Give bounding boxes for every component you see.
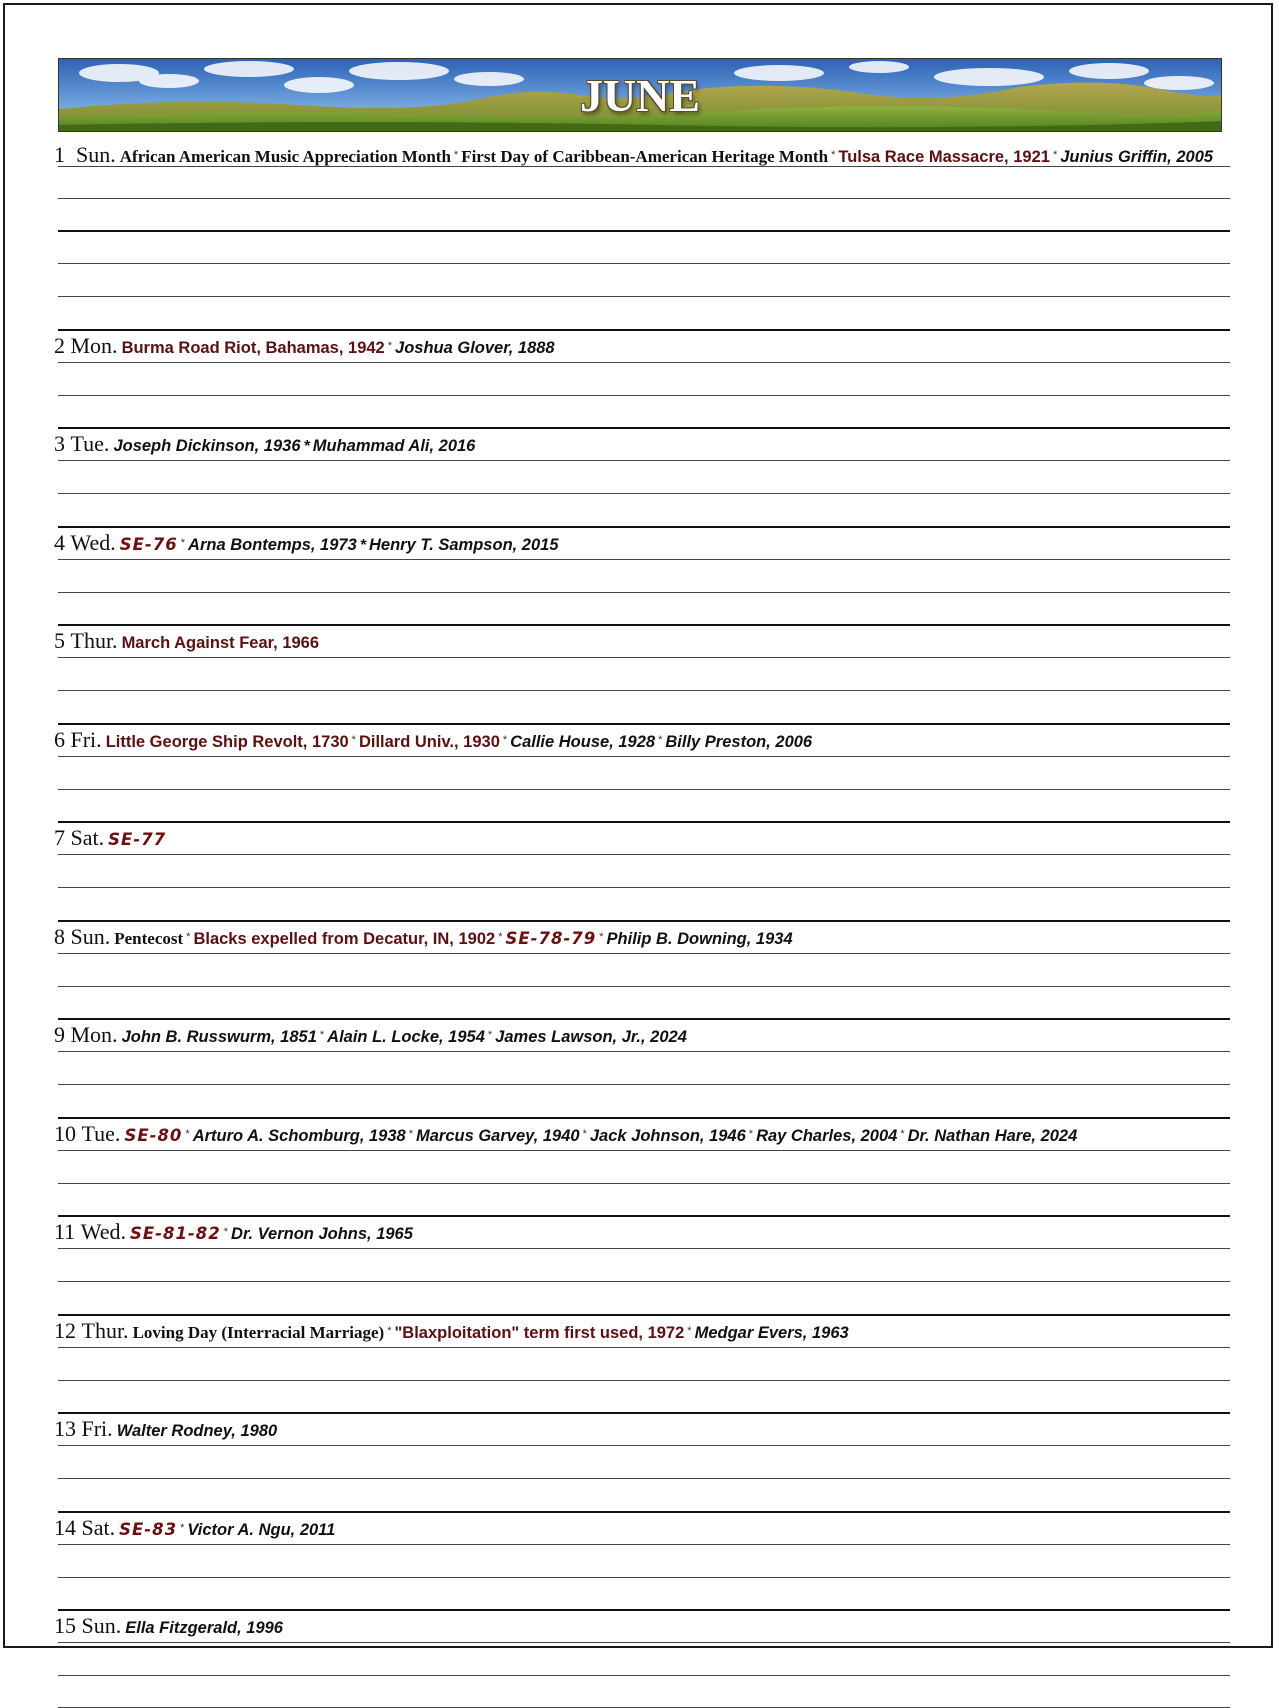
day-entry — [54, 1121, 1234, 1149]
separator-asterisk: * — [180, 536, 186, 549]
se-reference: SE-81-82 — [129, 1224, 221, 1243]
historical-event: Pentecost — [114, 928, 184, 948]
se-reference: SE-76 — [119, 534, 178, 554]
day-of-week: Thur. — [70, 628, 118, 653]
separator-asterisk: * — [351, 733, 356, 746]
day-divider-line — [58, 821, 1230, 823]
day-divider-line — [58, 329, 1230, 331]
writing-line — [58, 1347, 1230, 1348]
writing-line — [58, 460, 1230, 461]
day-entry — [54, 530, 1234, 558]
writing-line — [58, 986, 1230, 987]
separator-asterisk: * — [319, 1029, 325, 1041]
day-of-week: Thur. — [81, 1317, 129, 1343]
day-number: 8 — [54, 923, 65, 949]
day-entry — [54, 333, 1234, 361]
person-event: Ella Fitzgerald, 1996 — [125, 1619, 283, 1637]
day-label — [54, 142, 116, 167]
writing-line — [58, 1642, 1230, 1643]
separator-asterisk: * — [831, 149, 836, 161]
day-of-week: Wed. — [70, 529, 116, 555]
writing-line — [58, 1248, 1230, 1249]
day-entry — [54, 1022, 1234, 1050]
writing-line — [58, 395, 1230, 396]
day-divider-line — [58, 1314, 1230, 1316]
day-number: 13 — [54, 1416, 76, 1441]
day-number: 15 — [54, 1613, 76, 1638]
day-of-week: Sat. — [81, 1514, 116, 1540]
writing-line — [58, 1445, 1230, 1446]
se-reference: SE-78-79 — [505, 928, 597, 948]
person-event: Arturo A. Schomburg, 1938 — [192, 1126, 406, 1145]
day-label — [54, 1022, 118, 1047]
person-event: Marcus Garvey, 1940 — [415, 1126, 580, 1145]
historical-event: Blacks expelled from Decatur, IN, 1902 — [193, 929, 496, 948]
writing-line — [58, 263, 1230, 264]
person-event: Billy Preston, 2006 — [665, 732, 813, 751]
separator-asterisk: * — [1052, 149, 1058, 161]
writing-line — [58, 657, 1230, 658]
person-event: John B. Russwurm, 1851 — [121, 1028, 317, 1046]
person-event: Dr. Vernon Johns, 1965 — [231, 1225, 413, 1243]
person-event: Philip B. Downing, 1934 — [606, 929, 793, 948]
separator-asterisk: * — [387, 339, 393, 352]
day-entry — [54, 1318, 1234, 1346]
historical-event: Loving Day (Interracial Marriage) — [132, 1322, 385, 1342]
day-entry — [54, 138, 1230, 174]
day-label — [54, 1613, 121, 1638]
day-entry — [54, 1515, 1234, 1543]
day-of-week: Sun. — [70, 923, 111, 949]
day-label — [54, 1121, 120, 1146]
day-number: 11 — [54, 1219, 76, 1244]
day-entry — [54, 1219, 1234, 1247]
writing-line — [58, 493, 1230, 494]
day-divider-line — [58, 624, 1230, 626]
separator-asterisk: * — [582, 1127, 587, 1140]
writing-line — [58, 198, 1230, 199]
day-entry — [54, 825, 1234, 853]
separator-asterisk: * — [223, 1226, 229, 1238]
historical-event: Dillard Univ., 1930 — [358, 732, 500, 751]
separator-asterisk: * — [453, 149, 459, 161]
writing-line — [58, 789, 1230, 790]
day-label — [54, 1416, 113, 1441]
day-of-week: Wed. — [80, 1219, 126, 1244]
day-divider-line — [58, 1117, 1230, 1119]
person-event: Joseph Dickinson, 1936 — [113, 437, 301, 455]
se-reference: SE-77 — [108, 830, 167, 849]
writing-line — [58, 1577, 1230, 1578]
separator-asterisk: * — [658, 733, 663, 746]
writing-line — [58, 1675, 1230, 1676]
writing-line — [58, 953, 1230, 954]
day-entry — [54, 727, 1234, 755]
writing-line — [58, 559, 1230, 560]
day-divider-line — [58, 1412, 1230, 1414]
person-event: Junius Griffin, 2005 — [1060, 148, 1214, 166]
separator-asterisk: * — [687, 1324, 692, 1337]
day-label — [54, 1318, 129, 1343]
writing-line — [58, 854, 1230, 855]
writing-line — [58, 887, 1230, 888]
day-label — [54, 727, 102, 752]
day-of-week: Fri. — [70, 726, 102, 752]
person-event: Walter Rodney, 1980 — [116, 1422, 278, 1440]
writing-line — [58, 1281, 1230, 1282]
month-banner — [58, 58, 1222, 132]
writing-line — [58, 592, 1230, 593]
person-event: Ray Charles, 2004 — [756, 1126, 898, 1145]
separator-asterisk: * — [487, 1029, 493, 1041]
day-divider-line — [58, 427, 1230, 429]
day-divider-line — [58, 1609, 1230, 1611]
day-of-week: Sun. — [81, 1613, 122, 1638]
day-number: 12 — [54, 1317, 76, 1343]
day-of-week: Mon. — [70, 332, 118, 358]
person-event: Joshua Glover, 1888 — [395, 338, 555, 357]
day-label — [54, 924, 110, 949]
day-number: 6 — [54, 726, 65, 752]
separator-asterisk: * — [387, 1324, 392, 1337]
historical-event: Tulsa Race Massacre, 1921 — [838, 148, 1050, 166]
day-number: 4 — [54, 529, 65, 555]
day-label — [54, 1515, 115, 1540]
day-entry — [54, 924, 1234, 952]
day-label — [54, 333, 118, 358]
separator-asterisk: * — [900, 1127, 905, 1140]
writing-line — [58, 1478, 1230, 1479]
day-of-week: Mon. — [70, 1022, 118, 1047]
historical-event: Little George Ship Revolt, 1730 — [105, 732, 349, 751]
day-of-week: Fri. — [81, 1416, 113, 1441]
day-of-week: Tue. — [70, 431, 110, 456]
day-number: 2 — [54, 332, 65, 358]
day-divider-line — [58, 920, 1230, 922]
day-divider-line — [58, 1511, 1230, 1513]
historical-event: African American Music Appreciation Month — [119, 147, 451, 166]
historical-event: First Day of Caribbean-American Heritage Month — [461, 147, 829, 166]
se-reference: SE-83 — [119, 1519, 178, 1539]
day-of-week: Sat. — [70, 825, 105, 850]
day-label — [54, 628, 118, 653]
day-entry — [54, 1613, 1234, 1641]
day-label — [54, 530, 116, 555]
separator-asterisk: * — [408, 1127, 413, 1140]
day-label — [54, 1219, 126, 1244]
day-of-week: Tue. — [81, 1120, 121, 1146]
historical-event: "Blaxploitation" term first used, 1972 — [394, 1323, 685, 1342]
day-label — [54, 431, 109, 456]
day-divider-line — [58, 230, 1230, 232]
day-number: 1 — [54, 142, 65, 167]
writing-line — [58, 1051, 1230, 1052]
separator-asterisk: * — [498, 930, 503, 943]
person-event: James Lawson, Jr., 2024 — [495, 1028, 687, 1046]
day-label — [54, 825, 104, 850]
day-number: 5 — [54, 628, 65, 653]
se-reference: SE-80 — [124, 1125, 183, 1145]
person-event: Alain L. Locke, 1954 — [327, 1028, 485, 1046]
writing-line — [58, 1150, 1230, 1151]
day-entry — [54, 1416, 1234, 1444]
writing-line — [58, 1183, 1230, 1184]
separator-asterisk: * — [303, 438, 310, 455]
separator-asterisk: * — [186, 930, 191, 943]
day-entry — [54, 431, 1234, 459]
day-number: 3 — [54, 431, 65, 456]
writing-line — [58, 1544, 1230, 1545]
day-entry — [54, 628, 1234, 656]
writing-line — [58, 756, 1230, 757]
writing-line — [58, 362, 1230, 363]
day-number: 9 — [54, 1022, 65, 1047]
separator-asterisk: * — [748, 1127, 754, 1140]
writing-line — [58, 296, 1230, 297]
person-event: Medgar Evers, 1963 — [694, 1323, 849, 1342]
historical-event: Burma Road Riot, Bahamas, 1942 — [121, 338, 385, 357]
day-number: 7 — [54, 825, 65, 850]
person-event: Callie House, 1928 — [510, 732, 656, 751]
person-event: Dr. Nathan Hare, 2024 — [907, 1126, 1078, 1145]
separator-asterisk: * — [185, 1127, 190, 1140]
separator-asterisk: * — [359, 536, 366, 554]
writing-line — [58, 1084, 1230, 1085]
day-divider-line — [58, 1215, 1230, 1217]
person-event: Muhammad Ali, 2016 — [312, 437, 476, 455]
day-divider-line — [58, 526, 1230, 528]
separator-asterisk: * — [599, 930, 604, 943]
month-title: JUNE — [579, 70, 701, 121]
separator-asterisk: * — [180, 1521, 185, 1534]
day-divider-line — [58, 723, 1230, 725]
day-of-week: Sun. — [76, 142, 116, 167]
person-event: Arna Bontemps, 1973 — [188, 535, 357, 554]
historical-event: March Against Fear, 1966 — [121, 634, 320, 652]
day-number: 10 — [54, 1120, 76, 1146]
day-divider-line — [58, 1018, 1230, 1020]
person-event: Victor A. Ngu, 2011 — [187, 1520, 336, 1539]
person-event: Jack Johnson, 1946 — [589, 1126, 746, 1145]
writing-line — [58, 1380, 1230, 1381]
separator-asterisk: * — [502, 733, 508, 746]
writing-line — [58, 690, 1230, 691]
person-event: Henry T. Sampson, 2015 — [369, 535, 559, 554]
day-number: 14 — [54, 1514, 76, 1540]
